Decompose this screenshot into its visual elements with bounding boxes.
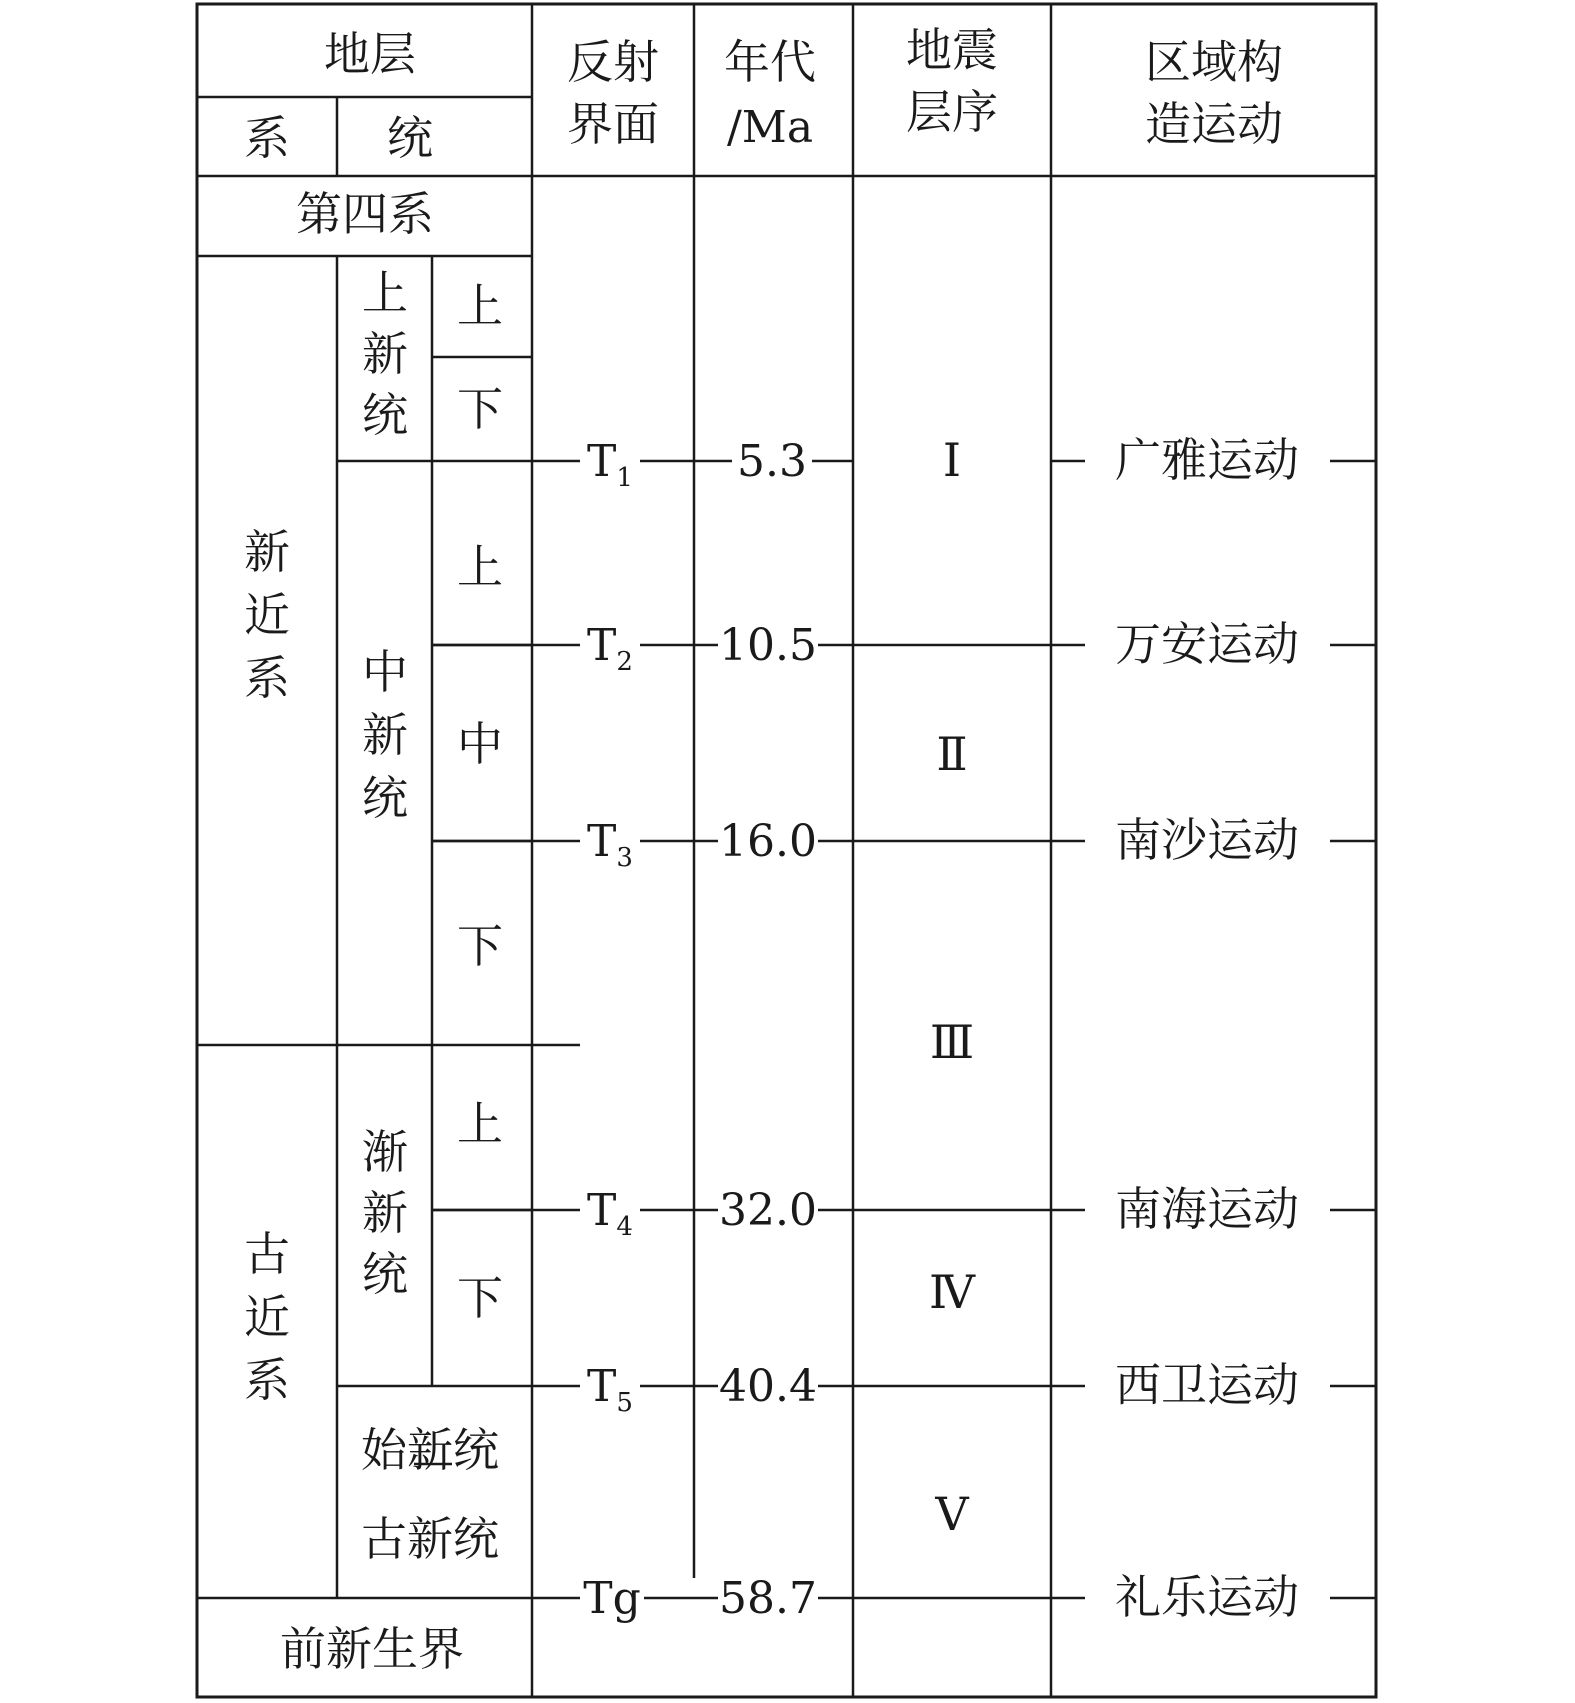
header-system: 系 [244, 111, 290, 165]
age-value: 58.7 [719, 1573, 817, 1624]
tectonic-movement: 礼乐运动 [1115, 1570, 1299, 1624]
pliocene-char-1: 上 [362, 266, 408, 320]
neogene-char-1: 新 [244, 525, 290, 579]
miocene-char-2: 新 [362, 708, 408, 762]
sequence-ii: Ⅱ [936, 727, 968, 781]
paleocene-label: 古新统 [361, 1512, 499, 1566]
header-tectonic-line1: 区域构 [1145, 35, 1283, 89]
oligocene-lower: 下 [457, 1271, 503, 1325]
neogene-char-2: 近 [244, 588, 290, 642]
age-value: 10.5 [719, 620, 817, 671]
oligocene-char-1: 渐 [362, 1125, 408, 1179]
tectonic-movement: 万安运动 [1115, 617, 1299, 671]
reflector-label: $T_1$ [587, 436, 633, 493]
paleogene-char-2: 近 [244, 1290, 290, 1344]
miocene-middle: 中 [457, 717, 503, 771]
pre-cenozoic-label: 前新生界 [280, 1622, 464, 1676]
header-sequence-line1: 地震 [906, 23, 998, 77]
boundary-row [432, 433, 1376, 493]
sequence-iv: Ⅳ [929, 1265, 975, 1319]
header-series: 统 [387, 111, 433, 165]
reflector-label: Tg [583, 1573, 641, 1624]
header-sequence-line2: 层序 [906, 85, 998, 139]
pliocene-char-3: 统 [362, 388, 408, 442]
miocene-lower: 下 [457, 919, 503, 973]
miocene-char-3: 统 [362, 771, 408, 825]
age-value: 32.0 [719, 1185, 817, 1236]
sequence-v: Ⅴ [935, 1487, 969, 1541]
sequence-i: Ⅰ [942, 433, 962, 487]
age-value: 16.0 [719, 816, 817, 867]
oligocene-char-2: 新 [362, 1186, 408, 1240]
quaternary-label: 第四系 [296, 187, 434, 241]
sequence-iii: Ⅲ [929, 1015, 975, 1069]
oligocene-char-3: 统 [362, 1247, 408, 1301]
tectonic-movement: 西卫运动 [1115, 1358, 1299, 1412]
pliocene-char-2: 新 [362, 327, 408, 381]
boundary-row [532, 1358, 1376, 1418]
tectonic-movement: 广雅运动 [1115, 433, 1299, 487]
tectonic-movement: 南沙运动 [1115, 813, 1299, 867]
paleogene-char-1: 古 [244, 1227, 290, 1281]
miocene-char-1: 中 [362, 645, 408, 699]
header-tectonic-line2: 造运动 [1145, 97, 1283, 151]
reflector-label: $T_5$ [587, 1361, 633, 1418]
oligocene-upper: 上 [457, 1097, 503, 1151]
boundary-row [432, 1182, 1376, 1242]
tectonic-movement: 南海运动 [1115, 1182, 1299, 1236]
header-reflector-line2: 界面 [567, 97, 659, 151]
reflector-label: $T_3$ [587, 816, 633, 873]
neogene-char-3: 系 [244, 651, 290, 705]
pliocene-upper: 上 [457, 279, 503, 333]
boundary-row [432, 617, 1376, 677]
boundary-row [432, 813, 1376, 873]
age-value: 5.3 [737, 436, 807, 487]
reflector-label: $T_2$ [587, 620, 633, 677]
eocene-label: 始新统 [361, 1423, 499, 1477]
header-strata: 地层 [324, 27, 416, 81]
header-age-line2: /Ma [726, 102, 814, 153]
miocene-upper: 上 [457, 540, 503, 594]
header-reflector-line1: 反射 [567, 35, 659, 89]
pliocene-lower: 下 [457, 382, 503, 436]
age-value: 40.4 [719, 1361, 817, 1412]
reflector-label: $T_4$ [587, 1185, 633, 1242]
header-age-line1: 年代 [724, 35, 816, 89]
boundary-row [532, 1570, 1376, 1624]
paleogene-char-3: 系 [244, 1353, 290, 1407]
